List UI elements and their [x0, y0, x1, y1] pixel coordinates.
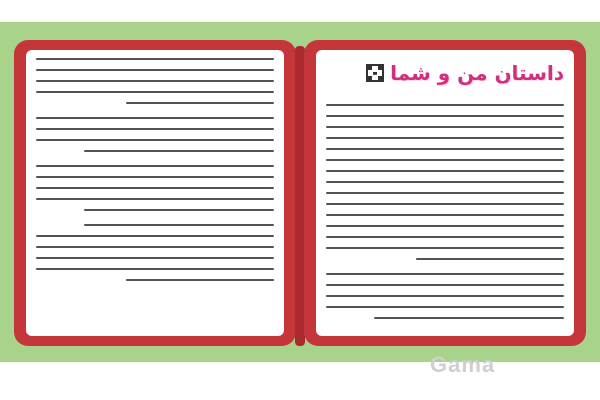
right-page-frame: [304, 40, 586, 346]
left-page-text-block: [26, 50, 284, 280]
text-line: [36, 257, 274, 258]
text-line: [326, 273, 564, 274]
text-line: [326, 247, 564, 248]
text-line: [326, 295, 564, 296]
book-spread: [14, 40, 586, 352]
text-line: [326, 258, 564, 259]
text-line: [36, 80, 274, 81]
text-line: [36, 117, 274, 118]
text-line: [326, 236, 564, 237]
text-line: [326, 317, 564, 318]
text-line: [326, 137, 564, 138]
text-line: [326, 306, 564, 307]
text-line: [326, 170, 564, 171]
watermark-logo: [430, 352, 495, 378]
text-line: [36, 128, 274, 129]
text-line: [36, 279, 274, 280]
right-page-text-block: [316, 96, 574, 328]
text-line: [36, 176, 274, 177]
text-line: [36, 69, 274, 70]
text-line: [36, 102, 274, 103]
text-line: [326, 104, 564, 105]
text-line: [326, 148, 564, 149]
text-line: [36, 187, 274, 188]
text-line: [36, 268, 274, 269]
text-line: [36, 235, 274, 236]
page-title: داستان من و شما: [390, 61, 564, 85]
right-page: [316, 50, 574, 336]
text-line: [326, 225, 564, 226]
watermark-text: Gama: [430, 352, 496, 377]
text-line: [36, 198, 274, 199]
text-line: [326, 181, 564, 182]
text-line: [36, 224, 274, 225]
title-box: [366, 56, 564, 90]
text-line: [36, 91, 274, 92]
text-line: [326, 126, 564, 127]
text-line: [326, 192, 564, 193]
left-page-frame: [14, 40, 296, 346]
text-line: [326, 115, 564, 116]
text-line: [326, 159, 564, 160]
text-line: [36, 209, 274, 210]
qr-code-icon: [366, 64, 384, 82]
text-line: [36, 165, 274, 166]
text-line: [326, 203, 564, 204]
text-line: [36, 246, 274, 247]
text-line: [36, 58, 274, 59]
text-line: [36, 150, 274, 151]
text-line: [326, 284, 564, 285]
left-page: [26, 50, 284, 336]
text-line: [326, 214, 564, 215]
text-line: [36, 139, 274, 140]
